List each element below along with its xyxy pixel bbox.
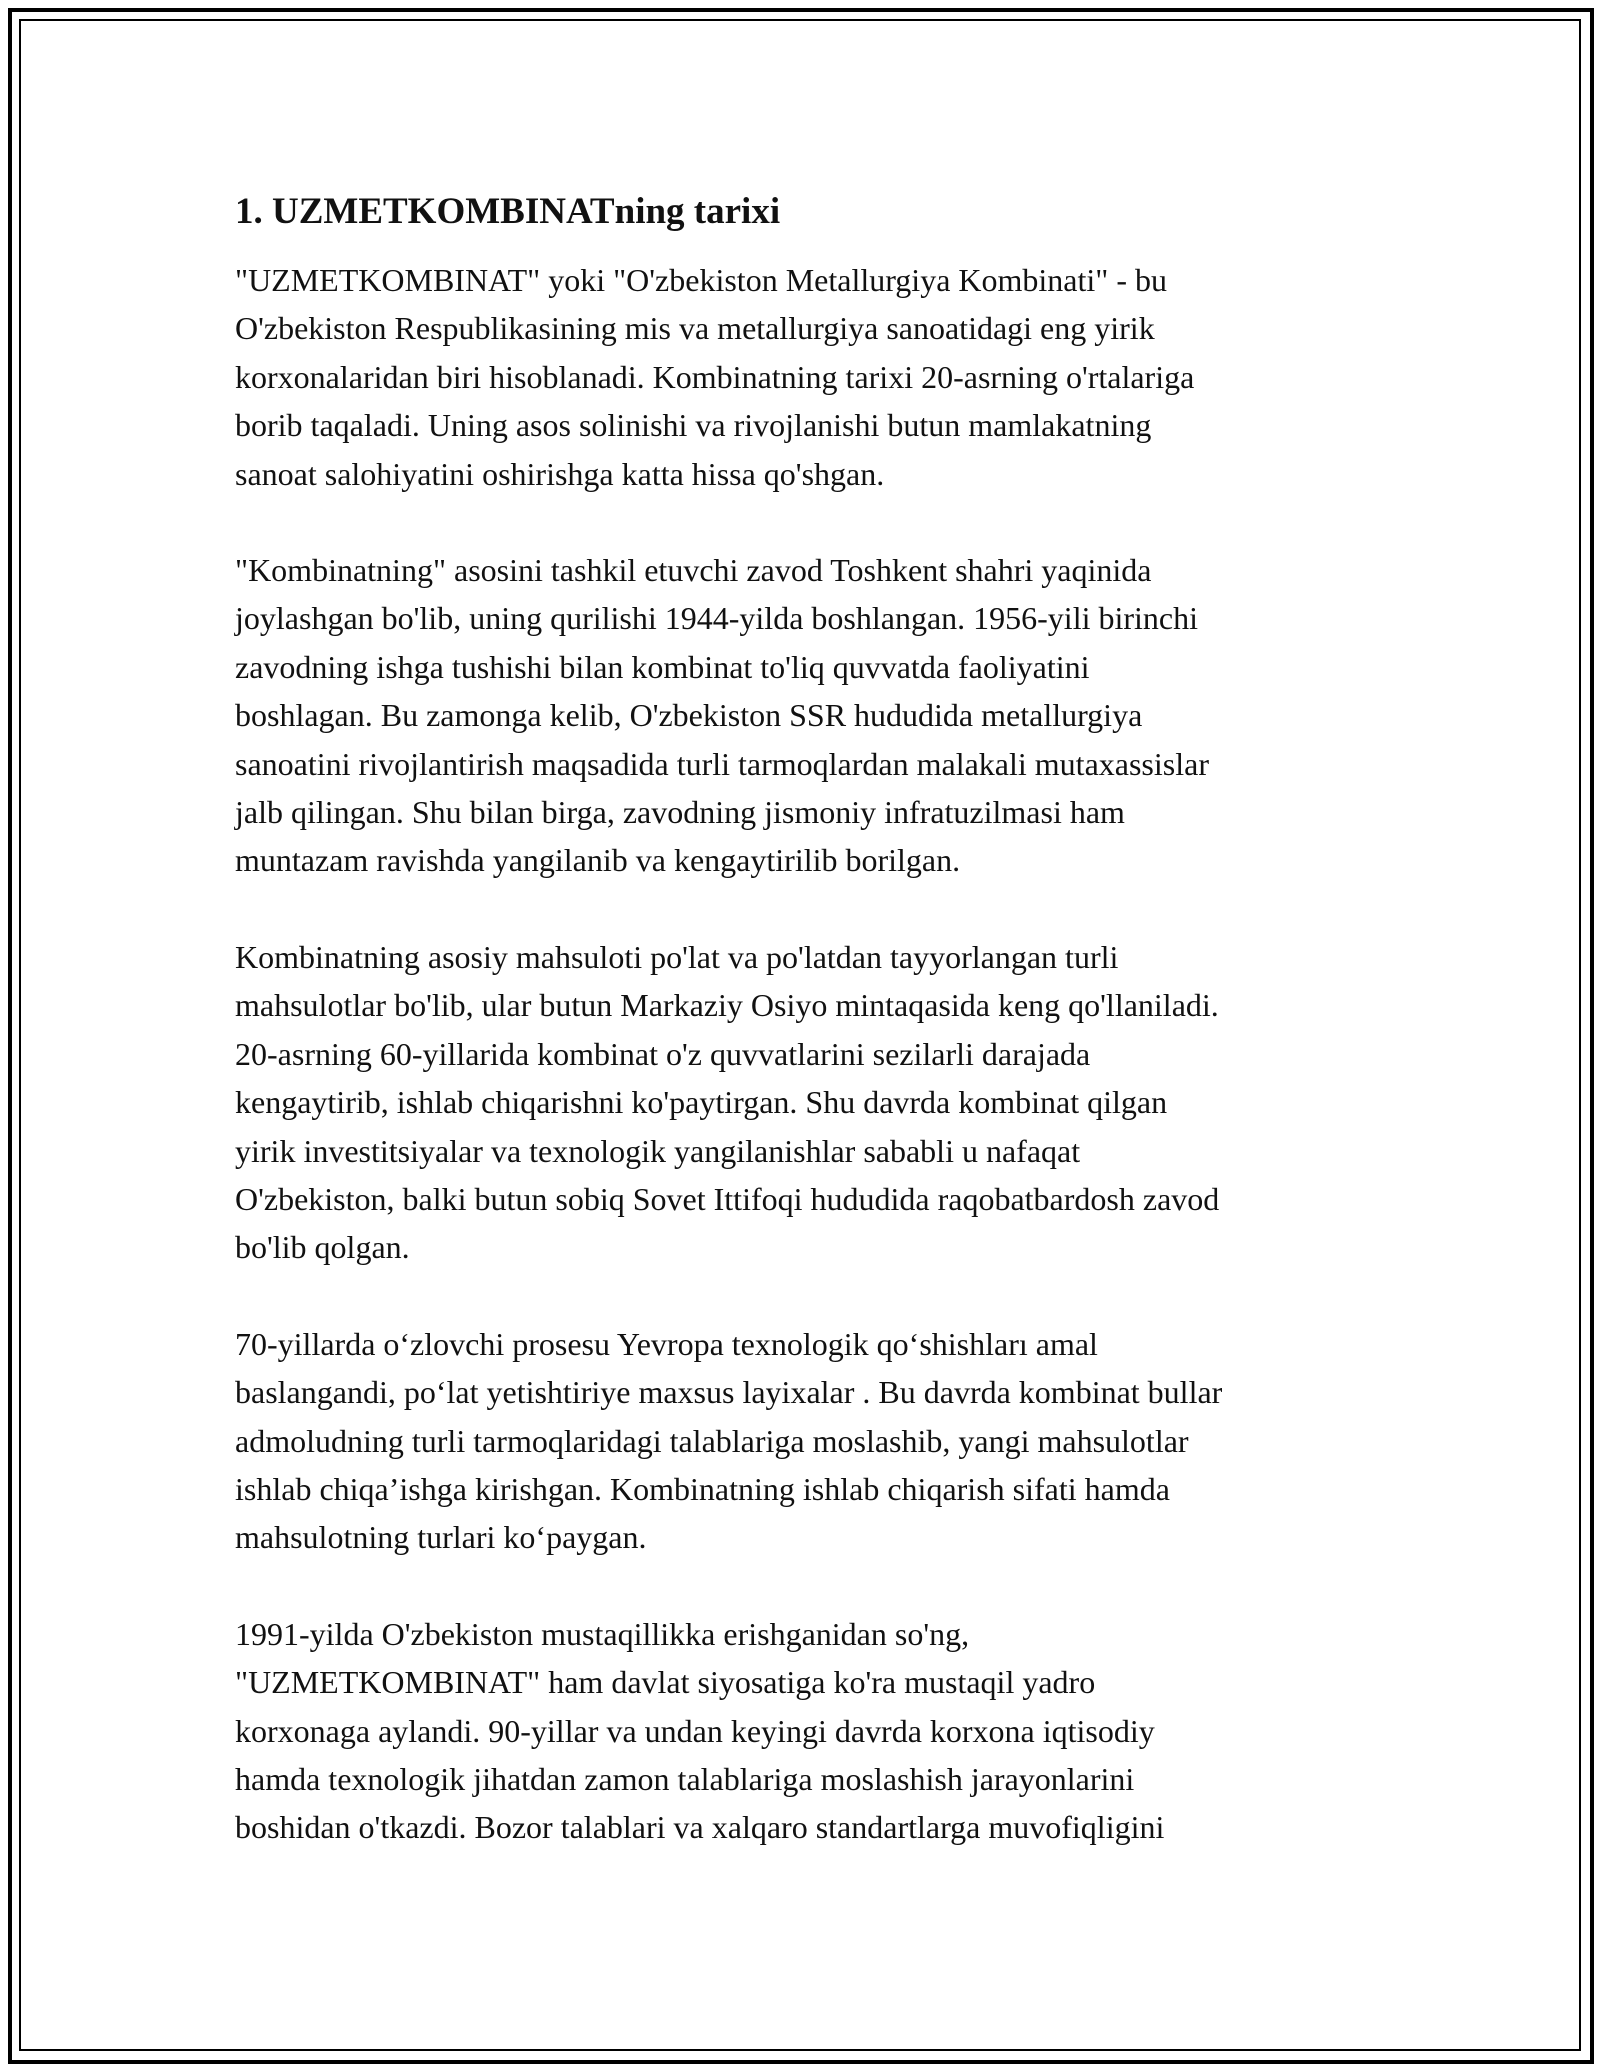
paragraph-2 [235,546,1395,885]
document-body [235,188,1395,1900]
paragraph-1 [235,256,1395,498]
text-line: Kombinatning asosiy mahsuloti po'lat va po'latdan tayyorlangan turli [235,938,1119,975]
text-line: korxonaga aylandi. 90-yillar va undan keyingi davrda korxona iqtisodiy [235,1712,1155,1749]
text-line: O'zbekiston Respublikasining mis va metallurgiya sanoatidagi eng yirik [235,310,1155,347]
text-line: jalb qilingan. Shu bilan birga, zavodning jismoniy infratuzilmasi ham [235,794,1125,831]
text-line: borib taqaladi. Uning asos solinishi va rivojlanishi butun mamlakatning [235,407,1152,444]
text-line: 1991-yilda O'zbekiston mustaqillikka erishganidan so'ng, [235,1615,970,1652]
text-line: kengaytirib, ishlab chiqarishni ko'paytirgan. Shu davrda kombinat qilgan [235,1084,1168,1121]
paragraph-5 [235,1610,1395,1852]
text-line: O'zbekiston, balki butun sobiq Sovet Ittifoqi hududida raqobatbardosh zavod [235,1180,1220,1217]
text-line: baslangandi, po‘lat yetishtiriye maxsus layixalar . Bu davrda kombinat bullar [235,1374,1223,1411]
text-line: "UZMETKOMBINAT" ham davlat siyosatiga ko'ra mustaqil yadro [235,1664,1096,1701]
paragraph-3 [235,933,1395,1272]
text-line: mahsulotning turlari ko‘paygan. [235,1519,647,1556]
section-heading: 1. UZMETKOMBINATning tarixi [235,191,781,232]
text-line: zavodning ishga tushishi bilan kombinat to'liq quvvatda faoliyatini [235,648,1090,685]
text-line: 70-yillarda o‘zlovchi prosesu Yevropa texnologik qo‘shishları amal [235,1325,1098,1362]
text-line: hamda texnologik jihatdan zamon talablariga moslashish jarayonlarini [235,1760,1135,1797]
text-line: ishlab chiqa’ishga kirishgan. Kombinatning ishlab chiqarish sifati hamda [235,1470,1170,1507]
text-line: joylashgan bo'lib, uning qurilishi 1944-yilda boshlangan. 1956-yili birinchi [235,600,1198,637]
text-line: "Kombinatning" asosini tashkil etuvchi zavod Toshkent shahri yaqinida [235,552,1152,589]
text-line: bo'lib qolgan. [235,1229,410,1266]
text-line: 20-asrning 60-yillarida kombinat o'z quvvatlarini sezilarli darajada [235,1035,1091,1072]
text-line: korxonalaridan biri hisoblanadi. Kombinatning tarixi 20-asrning o'rtalariga [235,358,1195,395]
text-line: mahsulotlar bo'lib, ular butun Markaziy Osiyo mintaqasida keng qo'llaniladi. [235,987,1219,1024]
text-line: "UZMETKOMBINAT" yoki "O'zbekiston Metallurgiya Kombinati" - bu [235,262,1167,298]
text-line: boshlagan. Bu zamonga kelib, O'zbekiston SSR hududida metallurgiya [235,697,1143,734]
text-line: sanoatini rivojlantirish maqsadida turli tarmoqlardan malakali mutaxassislar [235,745,1209,782]
paragraph-4 [235,1320,1395,1562]
text-line: muntazam ravishda yangilanib va kengaytirilib borilgan. [235,842,961,879]
text-line: yirik investitsiyalar va texnologik yangilanishlar sababli u nafaqat [235,1132,1081,1169]
text-line: sanoat salohiyatini oshirishga katta hissa qo'shgan. [235,455,885,492]
text-line: boshidan o'tkazdi. Bozor talablari va xalqaro standartlarga muvofiqligini [235,1809,1165,1846]
text-line: admoludning turli tarmoqlaridagi talablariga moslashib, yangi mahsulotlar [235,1422,1189,1459]
